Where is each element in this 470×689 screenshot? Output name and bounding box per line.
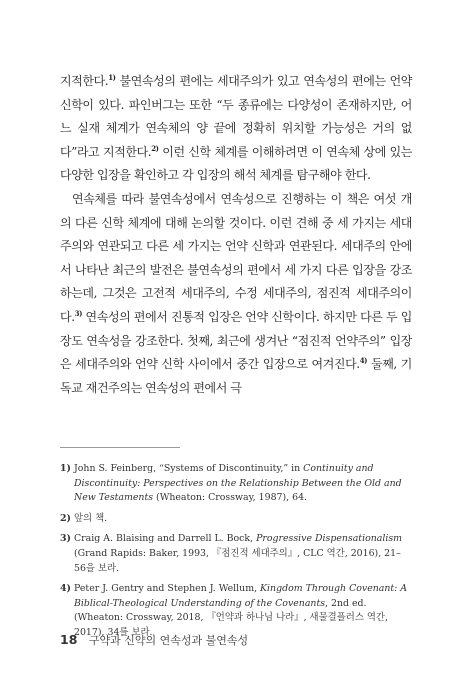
footnote-publication: , 2nd ed. (Wheaton: Crossway, 2018, 『언약과 하나님 나라』, 새물결플러스 역간, 2017), 34를 보라.	[74, 597, 388, 638]
footnote-citation: Craig A. Blaising and Darrell L. Bock,	[74, 533, 257, 545]
paragraph-2-text-b: 연속성의 편에서 진통적 입장은 언약 신학이다. 하지만 다른 두 입장도 연속성을 강조한다. 첫째, 최근에 생겨난 “점진적 언약주의” 입장은 세대주의와 언약 신학 사이에서 중간 입장으로 여겨진다.	[60, 309, 412, 372]
main-text	[60, 70, 412, 400]
running-title: 구약과 신약의 연속성과 불연속성	[88, 634, 249, 647]
footnote-text	[74, 462, 412, 506]
paragraph-1-text-a: 지적한다.	[60, 74, 109, 88]
book-title: Kingdom Through Covenant: A Biblical-Theological Understanding of the Covenants	[74, 583, 408, 609]
footnotes	[60, 462, 412, 647]
footnote-divider	[60, 447, 180, 448]
footnote-citation: Peter J. Gentry and Stephen J. Wellum,	[74, 583, 261, 595]
footnote-number: 3)	[60, 533, 71, 545]
page-footer	[60, 632, 248, 648]
paragraph-2-text-c: 둘째, 기독교 재건주의는 연속성의 편에서 극	[60, 357, 412, 395]
footnote-ref-2: 2)	[151, 143, 159, 153]
footnote-3	[60, 532, 412, 576]
paragraph-1	[60, 70, 412, 188]
footnote-ref-3: 3)	[74, 308, 82, 318]
footnote-number: 4)	[60, 583, 71, 595]
footnote-text: 앞의 책.	[74, 512, 108, 524]
footnote-number: 2)	[60, 512, 71, 524]
footnote-ref-4: 4)	[359, 356, 368, 366]
footnote-text	[74, 532, 412, 576]
book-title: Progressive Dispensationalism	[256, 533, 403, 545]
paragraph-1-text-c: 이런 신학 체계를 이해하려면 이 연속체 상에 있는 다양한 입장을 확인하고 각 입장의 해석 체계를 탐구해야 한다.	[60, 144, 412, 183]
footnote-1	[60, 462, 412, 506]
footnote-publication: (Wheaton: Crossway, 1987), 64.	[153, 492, 308, 504]
paragraph-1-text-b: 불연속성의 편에는 세대주의가 있고 연속성의 편에는 언약 신학이 있다. 파인버그는 또한 “두 종류에는 다양성이 존재하지만, 어느 실재 체계가 연속체의 양 끝에 정확히 위치할 가능성은 거의 없다”라고 지적한다.	[60, 74, 412, 159]
footnote-ref-1: 1)	[108, 73, 116, 82]
paragraph-2-text-a: 연속체를 따라 불연속성에서 연속성으로 진행하는 이 책은 여섯 개의 다른 신학 체계에 대해 논의할 것이다. 이런 견해 중 세 가지는 세대주의와 연관되고 다른 세 가지는 언약 신학과 연관된다. 세대주의 안에서 나타난 최근의 발전은 불연속성의 편에서 세 가지 다른 입장을 강조하는데, 그것은 고전적 세대주의, 수정 세대주의, 점진적 세대주의이다.	[60, 191, 412, 324]
book-title: Continuity and Discontinuity: Perspectives on the Relationship Between the Old and New Testaments	[74, 463, 402, 504]
footnote-2	[60, 512, 412, 527]
paragraph-2	[60, 188, 412, 400]
footnote-citation: John S. Feinberg, “Systems of Discontinuity,” in	[74, 463, 304, 474]
footnote-publication: (Grand Rapids: Baker, 1993, 『점진적 세대주의』, CLC 역간, 2016), 21–56을 보라.	[74, 547, 401, 574]
page-number: 18	[60, 632, 78, 647]
footnote-number: 1)	[60, 463, 71, 474]
